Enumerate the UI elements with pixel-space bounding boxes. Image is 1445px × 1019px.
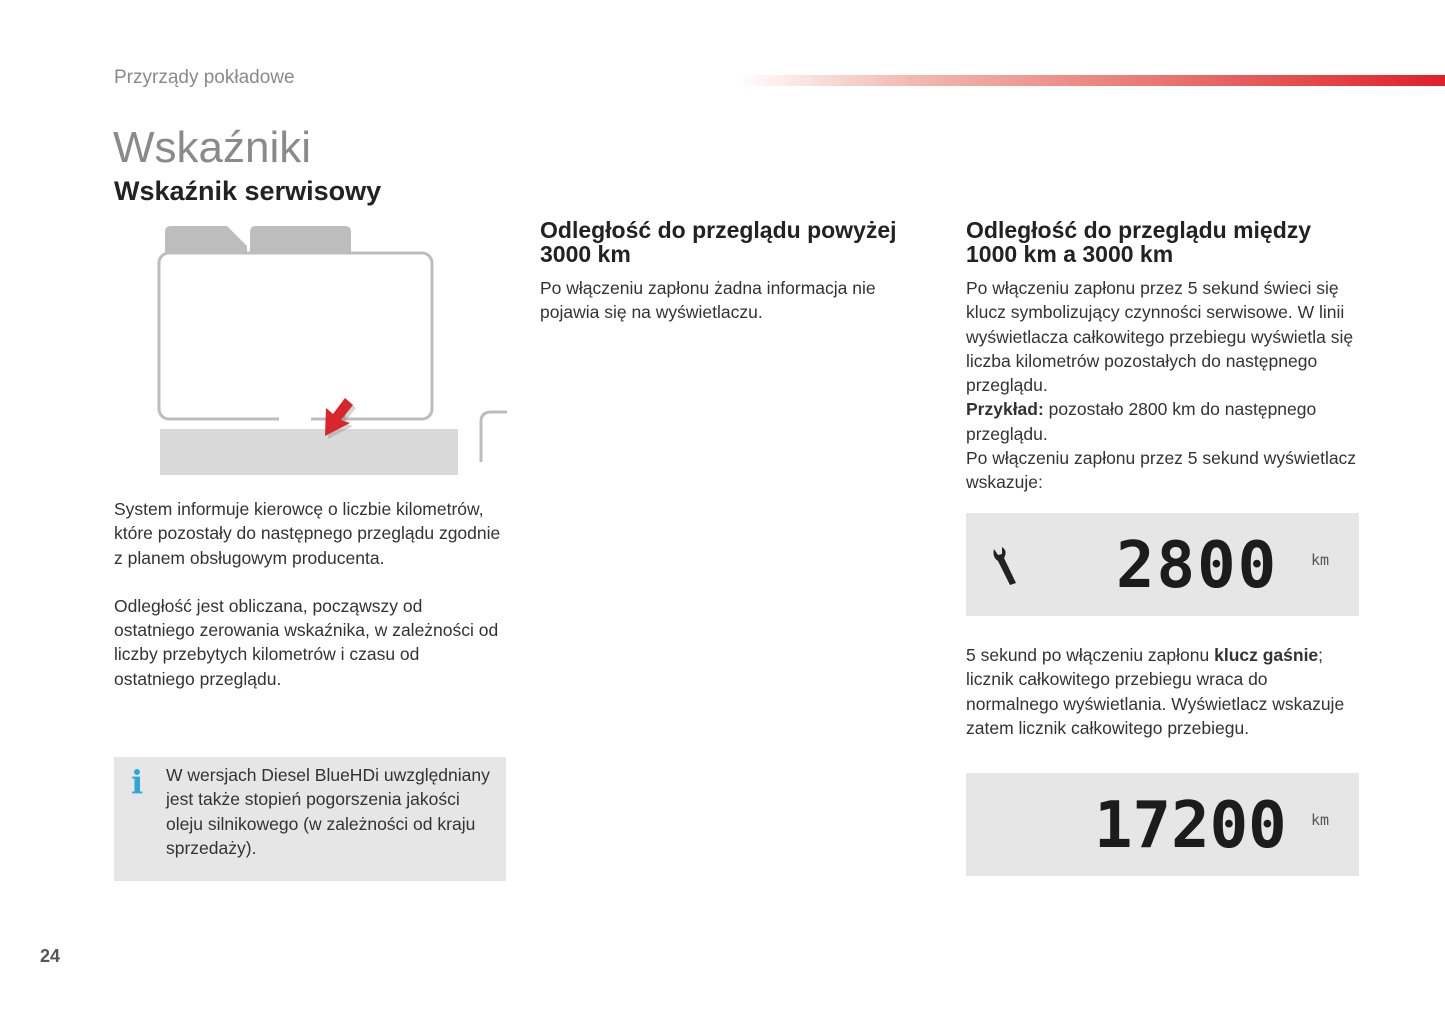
right-text-3-bold: klucz gaśnie	[1214, 645, 1319, 665]
cluster-screen	[159, 253, 432, 419]
instrument-cluster-illustration	[155, 222, 515, 480]
cluster-dial-edge	[481, 412, 507, 462]
right-text-3-suffix: ; licznik całkowitego przebiegu wraca do normalnego wyświetlania. Wyświetlacz wskazuje zatem licznik całkowitego przebiegu.	[966, 645, 1345, 738]
odometer-value-service: 2800	[1116, 529, 1279, 603]
wrench-icon	[988, 545, 1022, 589]
page-number: 24	[40, 946, 61, 966]
left-column	[114, 497, 504, 691]
example-line	[966, 397, 1361, 446]
right-heading: Odległość do przeglądu między 1000 km a 3000 km	[966, 217, 1312, 267]
cluster-gap	[279, 416, 311, 422]
display-panel-service	[966, 513, 1359, 616]
right-text-3-prefix: 5 sekund po włączeniu zapłonu	[966, 645, 1215, 665]
middle-column	[540, 218, 935, 325]
right-text-1: Po włączeniu zapłonu przez 5 sekund świeci się klucz symbolizujący czynności serwisowe. W linii wyświetlacza całkowitego przebiegu wyświetla się liczba kilometrów pozostałych do następnego przeglądu.	[966, 278, 1354, 396]
intro-paragraph: System informuje kierowcę o liczbie kilometrów, które pozostały do następnego przeglądu zgodnie z planem obsługowym producenta.	[114, 499, 501, 568]
page-subtitle: Wskaźnik serwisowy	[114, 176, 382, 206]
cluster-tab-left	[165, 226, 247, 252]
header-accent-bar	[735, 75, 1445, 86]
right-column	[966, 218, 1361, 495]
odometer-unit-total: km	[1311, 811, 1330, 829]
example-text: pozostało 2800 km do następnego przeglądu.	[966, 399, 1317, 444]
cluster-tab-right	[250, 226, 351, 252]
odometer-value-total: 17200	[1094, 789, 1287, 863]
cluster-base	[160, 429, 458, 475]
page-title: Wskaźniki	[113, 123, 312, 172]
odometer-unit-service: km	[1311, 551, 1330, 569]
section-label: Przyrządy pokładowe	[114, 67, 295, 88]
right-text-3	[966, 643, 1361, 740]
example-label: Przykład:	[966, 399, 1044, 420]
right-text-2: Po włączeniu zapłonu przez 5 sekund wyświetlacz wskazuje:	[966, 448, 1357, 493]
middle-heading: Odległość do przeglądu powyżej 3000 km	[540, 217, 897, 267]
info-text: W wersjach Diesel BlueHDi uwzględniany jest także stopień pogorszenia jakości oleju silnikowego (w zależności od kraju sprzedaży).	[166, 765, 490, 858]
display-panel-odometer	[966, 773, 1359, 876]
info-icon: i	[131, 763, 144, 801]
middle-text: Po włączeniu zapłonu żadna informacja nie pojawia się na wyświetlaczu.	[540, 278, 876, 323]
calculation-paragraph: Odległość jest obliczana, począwszy od ostatniego zerowania wskaźnika, w zależności od liczby przebytych kilometrów i czasu od ostatniego przeglądu.	[114, 595, 499, 689]
